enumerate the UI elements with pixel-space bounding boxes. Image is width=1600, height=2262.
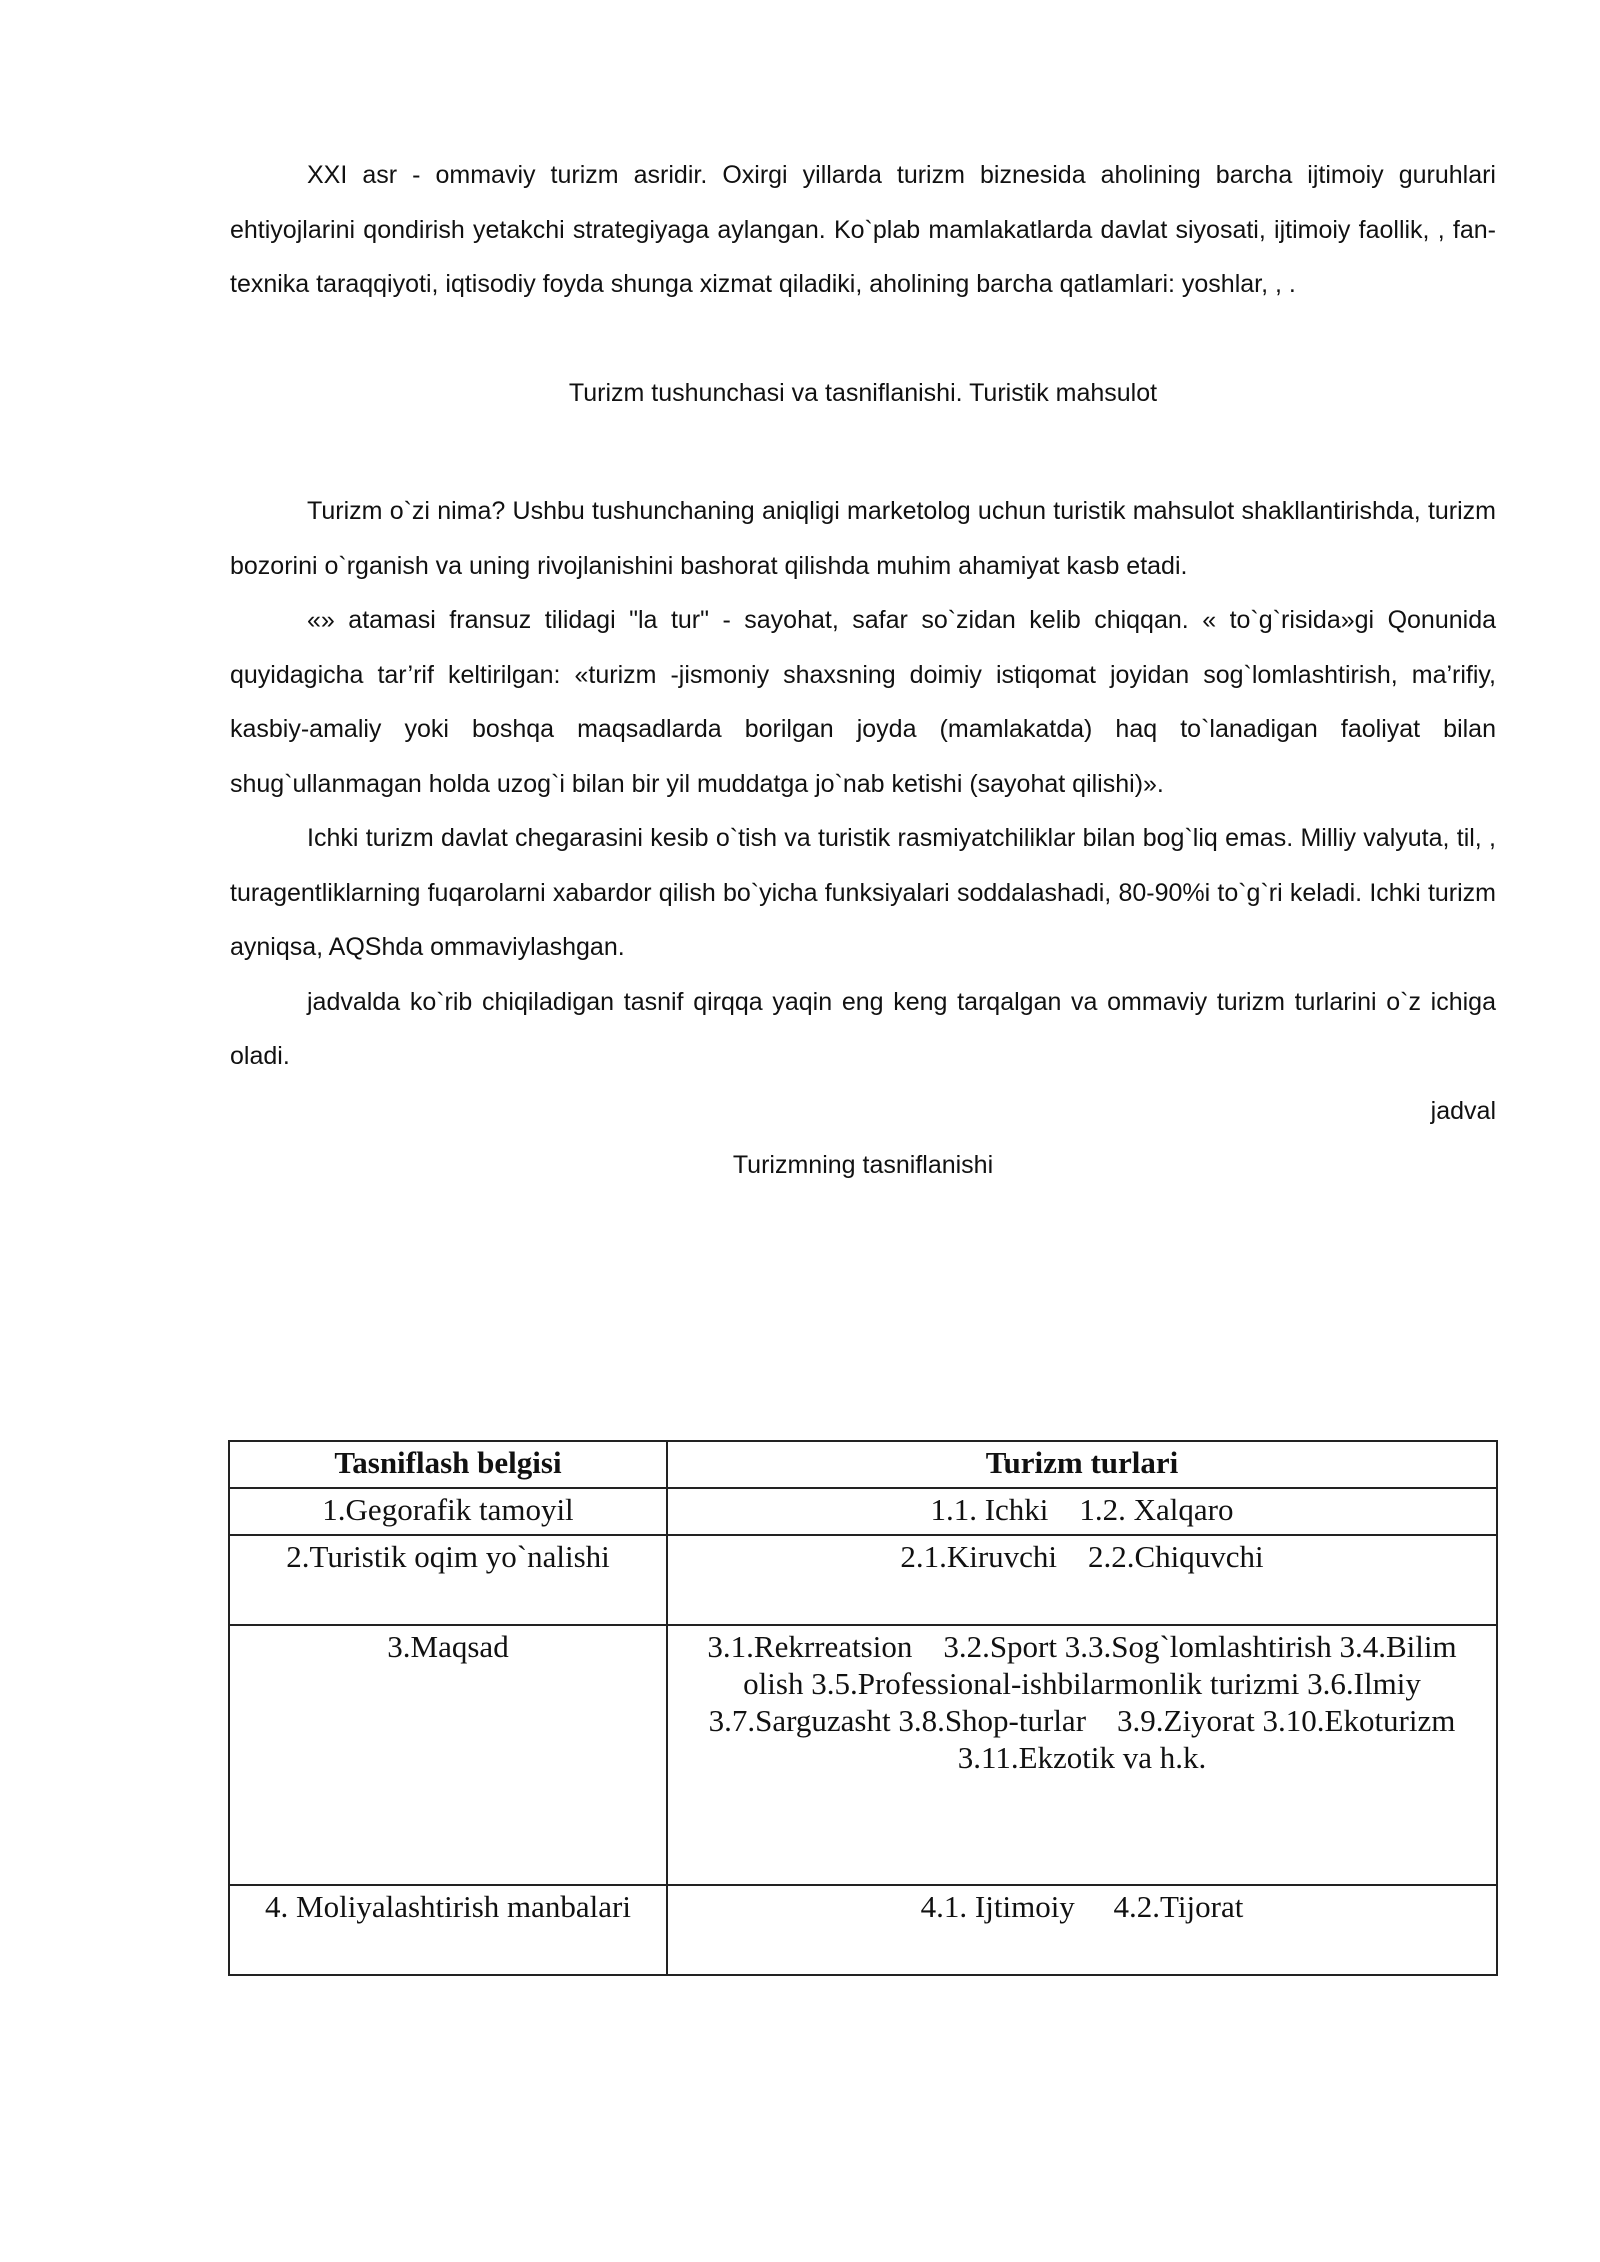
intro-paragraph: XXI asr - ommaviy turizm asridir. Oxirgi yillarda turizm biznesida aholining barcha ijtimoiy guruhlari ehtiyojlarini qondirish yetakchi strategiyaga aylangan. Ko`plab mamlakatlarda davlat siyosati, ijtimoiy faollik, , fan-texnika taraqqiyoti, iqtisodiy foyda shunga xizmat qiladiki, aholining barcha qatlamlari: yoshlar, , . (230, 161, 1496, 298)
table-cell: 4. Moliyalashtirish manbalari (229, 1885, 667, 1975)
body-paragraph-1: Turizm o`zi nima? Ushbu tushunchaning aniqligi marketolog uchun turistik mahsulot shakllantirishda, turizm bozorini o`rganish va uning rivojlanishini bashorat qilishda muhim ahamiyat kasb etadi. (230, 497, 1496, 580)
section-heading: Turizm tushunchasi va tasniflanishi. Turistik mahsulot (568, 378, 1158, 407)
classification-table-wrapper (228, 1440, 1496, 1976)
table-cell: 3.1.Rekrreatsion 3.2.Sport 3.3.Sog`lomlashtirish 3.4.Bilim olish 3.5.Professional-ishbilarmonlik turizmi 3.6.Ilmiy 3.7.Sarguzasht 3.8.Shop-turlar 3.9.Ziyorat 3.10.Ekoturizm 3.11.Ekzotik va h.k. (667, 1625, 1497, 1885)
table-cell: 1.Gegorafik tamoyil (229, 1488, 667, 1535)
classification-table (228, 1440, 1498, 1976)
body-paragraph-4: jadvalda ko`rib chiqiladigan tasnif qirqqa yaqin eng keng tarqalgan va ommaviy turizm turlarini o`z ichiga oladi. (230, 987, 1496, 1070)
table-row (229, 1535, 1497, 1625)
table-label: jadval (1430, 1096, 1496, 1125)
table-row (229, 1488, 1497, 1535)
table-cell: 3.Maqsad (229, 1625, 667, 1885)
table-row (229, 1885, 1497, 1975)
table-cell: 2.1.Kiruvchi 2.2.Chiquvchi (667, 1535, 1497, 1625)
table-caption: Turizmning tasniflanishi (732, 1151, 994, 1179)
table-cell: 4.1. Ijtimoiy 4.2.Tijorat (667, 1885, 1497, 1975)
table-row (229, 1625, 1497, 1885)
spacer (230, 312, 1496, 366)
table-cell: 2.Turistik oqim yo`nalishi (229, 1535, 667, 1625)
table-header-cell: Tasniflash belgisi (229, 1441, 667, 1488)
body-paragraph-2: «» atamasi fransuz tilidagi "la tur" - sayohat, safar so`zidan kelib chiqqan. « to`g`risida»gi Qonunida quyidagicha tar’rif keltirilgan: «turizm -jismoniy shaxsning doimiy istiqomat joyidan sog`lomlashtirish, ma’rifiy, kasbiy-amaliy yoki boshqa maqsadlarda borilgan joyda (mamlakatda) haq to`lanadigan faoliyat bilan shug`ullanmagan holda uzog`i bilan bir yil muddatga jo`nab ketishi (sayohat qilishi)». (230, 606, 1496, 798)
spacer (230, 420, 1496, 484)
table-cell: 1.1. Ichki 1.2. Xalqaro (667, 1488, 1497, 1535)
table-header-cell: Turizm turlari (667, 1441, 1497, 1488)
document-page (230, 148, 1496, 1193)
table-header-row (229, 1441, 1497, 1488)
body-paragraph-3: Ichki turizm davlat chegarasini kesib o`tish va turistik rasmiyatchiliklar bilan bog`liq emas. Milliy valyuta, til, , turagentliklarning fuqarolarni xabardor qilish bo`yicha funksiyalari soddalashadi, 80-90%i to`g`ri keladi. Ichki turizm ayniqsa, AQShda ommaviylashgan. (230, 824, 1496, 961)
